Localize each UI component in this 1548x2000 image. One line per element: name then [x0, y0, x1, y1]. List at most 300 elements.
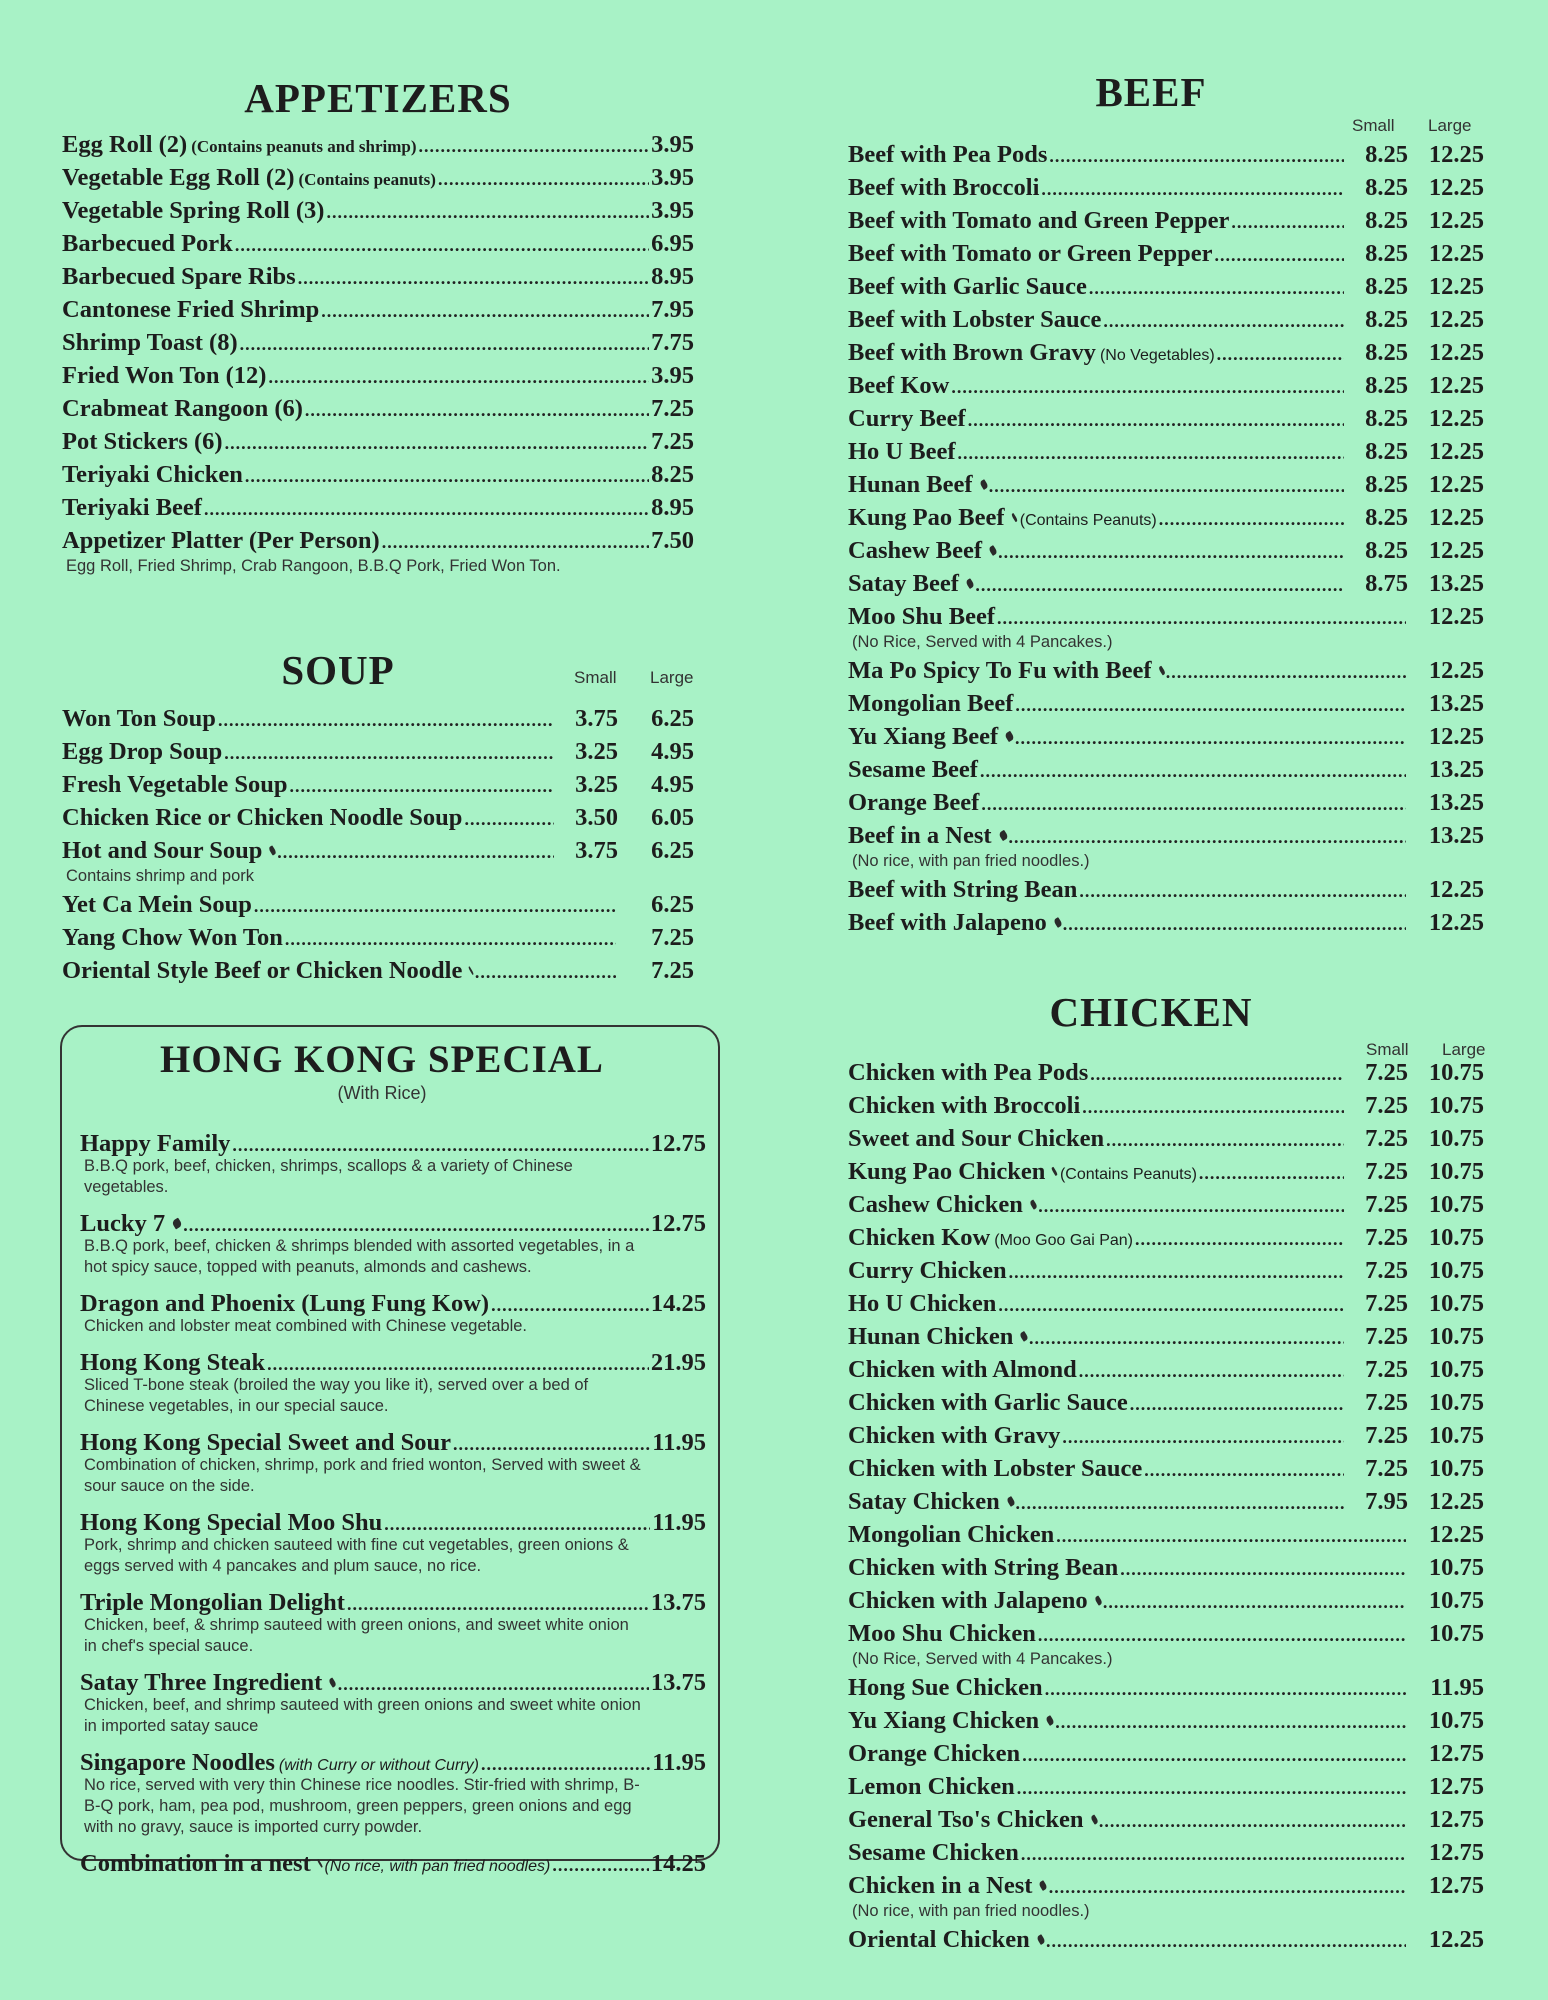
item-price-large: 10.75 [1428, 1092, 1484, 1119]
item-name: Mongolian Chicken [848, 1521, 1055, 1548]
item-name: Satay Three Ingredient [80, 1669, 323, 1696]
dot-leader [326, 202, 649, 223]
menu-item [848, 537, 1484, 570]
dot-leader [968, 410, 1344, 431]
dot-leader [997, 608, 1406, 629]
menu-item [848, 339, 1484, 372]
item-name: Triple Mongolian Delight [80, 1589, 345, 1616]
item-name: Beef with Brown Gravy [848, 339, 1096, 366]
item-price: 8.25 [651, 461, 694, 488]
item-price-large: 12.25 [1428, 141, 1484, 168]
hong-kong-special-section [80, 1040, 706, 1892]
menu-item [848, 603, 1484, 653]
dot-leader [989, 476, 1344, 497]
menu-item-row [62, 804, 694, 837]
menu-item [848, 1290, 1484, 1323]
item-price-large: 12.25 [1428, 405, 1484, 432]
item-name: Beef with Broccoli [848, 174, 1040, 201]
item-name: Chicken Kow [848, 1224, 991, 1251]
soup-large-header: Large [650, 668, 694, 687]
menu-item-row [62, 891, 694, 924]
menu-item [848, 1323, 1484, 1356]
menu-item-row [848, 174, 1484, 207]
item-name: Fresh Vegetable Soup [62, 771, 288, 798]
item-name: Hot and Sour Soup [62, 837, 263, 864]
item-name: Hong Kong Steak [80, 1349, 266, 1376]
chili-pepper-icon [979, 479, 989, 490]
dot-leader [1055, 1712, 1406, 1733]
item-name: Chicken with Almond [848, 1356, 1077, 1383]
menu-item [62, 329, 694, 362]
item-price: 12.25 [1428, 657, 1484, 684]
menu-item-row [62, 924, 694, 957]
dot-leader [267, 1354, 649, 1375]
item-price: 14.25 [650, 1850, 706, 1877]
dot-leader [254, 896, 616, 917]
dot-leader [1144, 1460, 1344, 1481]
item-price: 3.95 [651, 164, 694, 191]
menu-item-row [848, 1926, 1484, 1959]
menu-item-row [848, 1521, 1484, 1554]
item-price-small: 7.25 [1365, 1224, 1408, 1251]
item-price: 12.25 [1428, 603, 1484, 630]
chili-pepper-icon [998, 830, 1009, 841]
menu-item-row [848, 273, 1484, 306]
item-name: Egg Roll (2) [62, 131, 188, 158]
item-name: Satay Chicken [848, 1488, 1000, 1515]
item-price-small: 8.25 [1365, 273, 1408, 300]
menu-item [62, 131, 694, 164]
menu-item-row [848, 1125, 1484, 1158]
item-name: Chicken with Jalapeno [848, 1587, 1088, 1614]
dot-leader [1215, 245, 1344, 266]
item-price-small: 7.25 [1365, 1323, 1408, 1350]
menu-item [80, 1749, 706, 1838]
menu-item-row [848, 657, 1484, 690]
item-name: Sesame Chicken [848, 1839, 1019, 1866]
item-name: Crabmeat Rangoon (6) [62, 395, 303, 422]
dot-leader [1082, 1097, 1344, 1118]
item-name: Oriental Style Beef or Chicken Noodle [62, 957, 463, 984]
item-name: Yang Chow Won Ton [62, 924, 283, 951]
menu-item [848, 438, 1484, 471]
menu-item-row [848, 207, 1484, 240]
item-price: 7.25 [651, 395, 694, 422]
item-name: Combination in a nest [80, 1850, 311, 1877]
dot-leader [1049, 1877, 1406, 1898]
dot-leader [1045, 1679, 1406, 1700]
item-name: Shrimp Toast (8) [62, 329, 238, 356]
menu-item-row [848, 1422, 1484, 1455]
menu-item [848, 1872, 1484, 1922]
item-price: 12.75 [1428, 1806, 1484, 1833]
menu-item [848, 657, 1484, 690]
menu-item [848, 306, 1484, 339]
menu-item-row [848, 1389, 1484, 1422]
menu-item-row [848, 1587, 1484, 1620]
dot-leader [1099, 1811, 1406, 1832]
menu-item [848, 1740, 1484, 1773]
chili-pepper-icon [1019, 1331, 1028, 1342]
menu-item-row [848, 405, 1484, 438]
menu-item-row [848, 756, 1484, 789]
item-price-small: 8.75 [1365, 570, 1408, 597]
menu-item [848, 207, 1484, 240]
item-price-small: 7.25 [1365, 1125, 1408, 1152]
item-price-large: 12.25 [1428, 273, 1484, 300]
menu-item-row [848, 438, 1484, 471]
menu-item-row [848, 876, 1484, 909]
menu-item-row [62, 395, 694, 428]
item-price-large: 12.25 [1428, 504, 1484, 531]
item-note: (No Vegetables) [1099, 347, 1215, 364]
menu-item [848, 789, 1484, 822]
menu-item-row [848, 1488, 1484, 1521]
menu-item [848, 1620, 1484, 1670]
menu-item-row [848, 723, 1484, 756]
item-price-small: 3.50 [575, 804, 618, 831]
menu-item [848, 876, 1484, 909]
item-price-small: 7.25 [1365, 1422, 1408, 1449]
item-price-large: 10.75 [1428, 1059, 1484, 1086]
chicken-list [848, 1059, 1484, 1959]
item-price: 11.95 [1430, 1674, 1484, 1701]
item-price: 11.95 [652, 1429, 706, 1456]
item-price-large: 12.25 [1428, 339, 1484, 366]
menu-item [848, 372, 1484, 405]
item-price-large: 10.75 [1428, 1224, 1484, 1251]
menu-item-row [848, 1059, 1484, 1092]
appetizers-title: APPETIZERS [244, 75, 512, 121]
item-price-large: 13.25 [1428, 570, 1484, 597]
chili-pepper-icon [171, 1218, 183, 1230]
menu-item [80, 1850, 706, 1880]
menu-item [848, 723, 1484, 756]
dot-leader [1103, 311, 1344, 332]
item-price: 12.25 [1428, 876, 1484, 903]
item-name: Hong Kong Special Sweet and Sour [80, 1429, 451, 1456]
menu-item-row [848, 1707, 1484, 1740]
item-note: (No rice, with pan fried noodles) [324, 1858, 551, 1875]
chili-pepper-icon [1036, 1934, 1046, 1945]
chili-pepper-icon [1045, 1715, 1055, 1726]
item-price: 12.75 [1428, 1773, 1484, 1800]
item-name: Yu Xiang Beef [848, 723, 999, 750]
item-name: Beef with Tomato and Green Pepper [848, 207, 1230, 234]
item-name: Curry Chicken [848, 1257, 1007, 1284]
item-price-large: 10.75 [1428, 1389, 1484, 1416]
item-price: 10.75 [1428, 1707, 1484, 1734]
menu-item [848, 1806, 1484, 1839]
item-price: 10.75 [1428, 1587, 1484, 1614]
dot-leader [1015, 695, 1406, 716]
item-name: Happy Family [80, 1130, 231, 1157]
menu-item [848, 822, 1484, 872]
chicken-small-header: Small [1366, 1040, 1409, 1059]
item-price-large: 12.25 [1428, 372, 1484, 399]
item-price-large: 10.75 [1428, 1455, 1484, 1482]
dot-leader [1009, 827, 1406, 848]
item-price-small: 7.25 [1365, 1158, 1408, 1185]
menu-item [62, 527, 694, 577]
item-name: Beef with Garlic Sauce [848, 273, 1087, 300]
item-name: Ho U Beef [848, 438, 956, 465]
menu-item-row [848, 1191, 1484, 1224]
menu-item [62, 957, 694, 990]
dot-leader [1166, 662, 1406, 683]
item-price-small: 7.25 [1365, 1455, 1408, 1482]
appetizers-list [62, 131, 694, 577]
item-name: Cantonese Fried Shrimp [62, 296, 320, 323]
dot-leader [1106, 1130, 1344, 1151]
item-name: Hunan Chicken [848, 1323, 1014, 1350]
item-price-large: 10.75 [1428, 1290, 1484, 1317]
chili-pepper-icon [1006, 1496, 1016, 1507]
item-price: 13.75 [650, 1589, 706, 1616]
item-price: 7.95 [651, 296, 694, 323]
menu-item [848, 1674, 1484, 1707]
menu-item-row [62, 957, 694, 990]
item-name: Chicken with String Bean [848, 1554, 1119, 1581]
menu-item-row [62, 263, 694, 296]
item-price-small: 3.25 [575, 738, 618, 765]
item-name: Kung Pao Chicken [848, 1158, 1046, 1185]
item-name: Sweet and Sour Chicken [848, 1125, 1105, 1152]
item-price: 8.95 [651, 494, 694, 521]
menu-item [848, 1158, 1484, 1191]
soup-section [62, 647, 694, 990]
item-name: Yet Ca Mein Soup [62, 891, 252, 918]
item-price: 8.95 [651, 263, 694, 290]
menu-item [848, 690, 1484, 723]
item-name: Orange Chicken [848, 1740, 1021, 1767]
item-description: Combination of chicken, shrimp, pork and fried wonton, Served with sweet & sour sauce on the side. [84, 1456, 641, 1495]
dot-leader [218, 710, 554, 731]
item-name: Oriental Chicken [848, 1926, 1030, 1953]
item-price-small: 8.25 [1365, 372, 1408, 399]
menu-item [848, 1587, 1484, 1620]
menu-item-row [62, 461, 694, 494]
item-price-small: 8.25 [1365, 537, 1408, 564]
item-price: 6.25 [651, 891, 694, 918]
menu-item [62, 705, 694, 738]
item-price: 12.75 [650, 1130, 706, 1157]
chili-pepper-icon [1010, 513, 1018, 522]
item-name: Beef with Tomato or Green Pepper [848, 240, 1213, 267]
item-price-large: 12.25 [1428, 306, 1484, 333]
item-price-large: 4.95 [651, 738, 694, 765]
item-price: 12.25 [1428, 1521, 1484, 1548]
dot-leader [245, 466, 649, 487]
menu-item-row [848, 789, 1484, 822]
dot-leader [464, 809, 554, 830]
dot-leader [1090, 1064, 1344, 1085]
dot-leader [268, 367, 649, 388]
menu-item [848, 1224, 1484, 1257]
item-price-small: 8.25 [1365, 240, 1408, 267]
menu-item [848, 1926, 1484, 1959]
item-name: Barbecued Spare Ribs [62, 263, 296, 290]
item-price-small: 3.75 [575, 837, 618, 864]
dot-leader [382, 532, 649, 553]
dot-leader [232, 1135, 648, 1156]
item-price: 13.25 [1428, 789, 1484, 816]
dot-leader [481, 1754, 650, 1775]
menu-item [62, 263, 694, 296]
item-price: 3.95 [651, 362, 694, 389]
chili-pepper-icon [1090, 1814, 1099, 1824]
menu-item [848, 1092, 1484, 1125]
menu-item-row [848, 1773, 1484, 1806]
item-price: 12.25 [1428, 1926, 1484, 1953]
soup-list [62, 705, 694, 990]
item-name: Egg Drop Soup [62, 738, 223, 765]
item-name: Vegetable Egg Roll (2) [62, 164, 295, 191]
item-description: Pork, shrimp and chicken sauteed with fine cut vegetables, green onions & eggs served with 4 pancakes and plum sauce, no rice. [84, 1536, 629, 1575]
menu-item [80, 1589, 706, 1657]
item-price-small: 8.25 [1365, 339, 1408, 366]
dot-leader [290, 776, 554, 797]
menu-item-row [62, 296, 694, 329]
dot-leader [225, 433, 650, 454]
item-description: (No Rice, Served with 4 Pancakes.) [852, 1650, 1113, 1668]
item-price-large: 4.95 [651, 771, 694, 798]
item-price: 10.75 [1428, 1620, 1484, 1647]
item-price: 12.25 [1428, 723, 1484, 750]
item-price: 13.25 [1428, 690, 1484, 717]
item-price: 7.25 [651, 957, 694, 984]
item-price-large: 10.75 [1428, 1323, 1484, 1350]
menu-item [848, 1356, 1484, 1389]
dot-leader [1089, 278, 1344, 299]
menu-item [848, 174, 1484, 207]
item-price: 7.50 [651, 527, 694, 554]
soup-small-header: Small [574, 668, 617, 687]
dot-leader [453, 1434, 650, 1455]
menu-item-row [62, 738, 694, 771]
item-description: (No rice, with pan fried noodles.) [852, 1902, 1090, 1920]
item-name: Pot Stickers (6) [62, 428, 223, 455]
menu-item [848, 504, 1484, 537]
beef-section [848, 69, 1484, 942]
dot-leader [1120, 1559, 1406, 1580]
item-description: B.B.Q pork, beef, chicken & shrimps blended with assorted vegetables, in a hot spicy sauce, topped with peanuts, almonds and cashews. [84, 1237, 635, 1276]
item-price: 13.25 [1428, 756, 1484, 783]
dot-leader [1021, 1844, 1406, 1865]
menu-item [848, 1521, 1484, 1554]
item-description: Chicken, beef, & shrimp sauteed with green onions, and sweet white onion in chef's special sauce. [84, 1616, 629, 1655]
menu-item-row [848, 1740, 1484, 1773]
item-name: Teriyaki Chicken [62, 461, 243, 488]
item-note: (with Curry or without Curry) [278, 1757, 479, 1774]
item-price-small: 7.25 [1365, 1389, 1408, 1416]
dot-leader [1217, 344, 1344, 365]
chili-pepper-icon [1039, 1880, 1049, 1891]
dot-leader [1079, 1361, 1344, 1382]
item-name: Appetizer Platter (Per Person) [62, 527, 380, 554]
menu-item-row [848, 1323, 1484, 1356]
menu-item [848, 570, 1484, 603]
menu-item-row [848, 1806, 1484, 1839]
dot-leader [438, 169, 649, 190]
item-price-small: 3.25 [575, 771, 618, 798]
soup-title: SOUP [281, 647, 395, 693]
menu-item [848, 1839, 1484, 1872]
menu-item [62, 362, 694, 395]
item-name: Cashew Beef [848, 537, 983, 564]
item-description: (No rice, with pan fried noodles.) [852, 852, 1090, 870]
dot-leader [277, 842, 554, 863]
item-name: Beef with Lobster Sauce [848, 306, 1102, 333]
dot-leader [980, 761, 1406, 782]
item-price-large: 12.25 [1428, 1488, 1484, 1515]
menu-item-row [848, 570, 1484, 603]
menu-item-row [848, 240, 1484, 273]
item-price-small: 7.95 [1365, 1488, 1408, 1515]
item-price-small: 8.25 [1365, 174, 1408, 201]
item-price: 14.25 [650, 1290, 706, 1317]
menu-item [848, 240, 1484, 273]
item-price-large: 10.75 [1428, 1257, 1484, 1284]
hong-kong-special-title: HONG KONG SPECIAL [160, 1038, 604, 1081]
item-price-small: 7.25 [1365, 1356, 1408, 1383]
chili-pepper-icon [965, 578, 975, 589]
dot-leader [1038, 1196, 1344, 1217]
dot-leader [1029, 1328, 1344, 1349]
menu-item-row [848, 1674, 1484, 1707]
chili-pepper-icon [317, 1859, 323, 1868]
dot-leader [224, 743, 554, 764]
menu-item [848, 1707, 1484, 1740]
item-price: 21.95 [650, 1349, 706, 1376]
chili-pepper-icon [988, 545, 998, 556]
menu-item [848, 471, 1484, 504]
menu-item-row [848, 471, 1484, 504]
item-name: Chicken with Garlic Sauce [848, 1389, 1128, 1416]
menu-item-row [848, 1839, 1484, 1872]
menu-item-row [848, 1257, 1484, 1290]
menu-item [848, 1773, 1484, 1806]
dot-leader [1041, 179, 1344, 200]
item-description: Egg Roll, Fried Shrimp, Crab Rangoon, B.B.Q Pork, Fried Won Ton. [66, 557, 561, 575]
menu-item [62, 428, 694, 461]
menu-item-row [848, 537, 1484, 570]
item-price: 3.95 [651, 131, 694, 158]
item-price-small: 8.25 [1365, 504, 1408, 531]
item-price-large: 6.05 [651, 804, 694, 831]
menu-item [62, 230, 694, 263]
dot-leader [1103, 1592, 1406, 1613]
item-name: Teriyaki Beef [62, 494, 202, 521]
item-name: Chicken with Gravy [848, 1422, 1061, 1449]
item-price: 12.25 [1428, 909, 1484, 936]
menu-item [80, 1130, 706, 1198]
menu-item [62, 296, 694, 329]
item-price-large: 10.75 [1428, 1191, 1484, 1218]
menu-item [848, 1455, 1484, 1488]
dot-leader [1159, 509, 1344, 530]
menu-item [848, 1191, 1484, 1224]
item-price: 7.25 [651, 924, 694, 951]
menu-item-row [848, 1158, 1484, 1191]
menu-item-row [62, 230, 694, 263]
item-name: Satay Beef [848, 570, 959, 597]
item-note: (Contains Peanuts) [1019, 512, 1157, 529]
item-name: Lucky 7 [80, 1210, 166, 1237]
item-description: B.B.Q pork, beef, chicken, shrimps, scallops & a variety of Chinese vegetables. [84, 1157, 573, 1196]
dot-leader [235, 235, 649, 256]
menu-item [80, 1509, 706, 1577]
